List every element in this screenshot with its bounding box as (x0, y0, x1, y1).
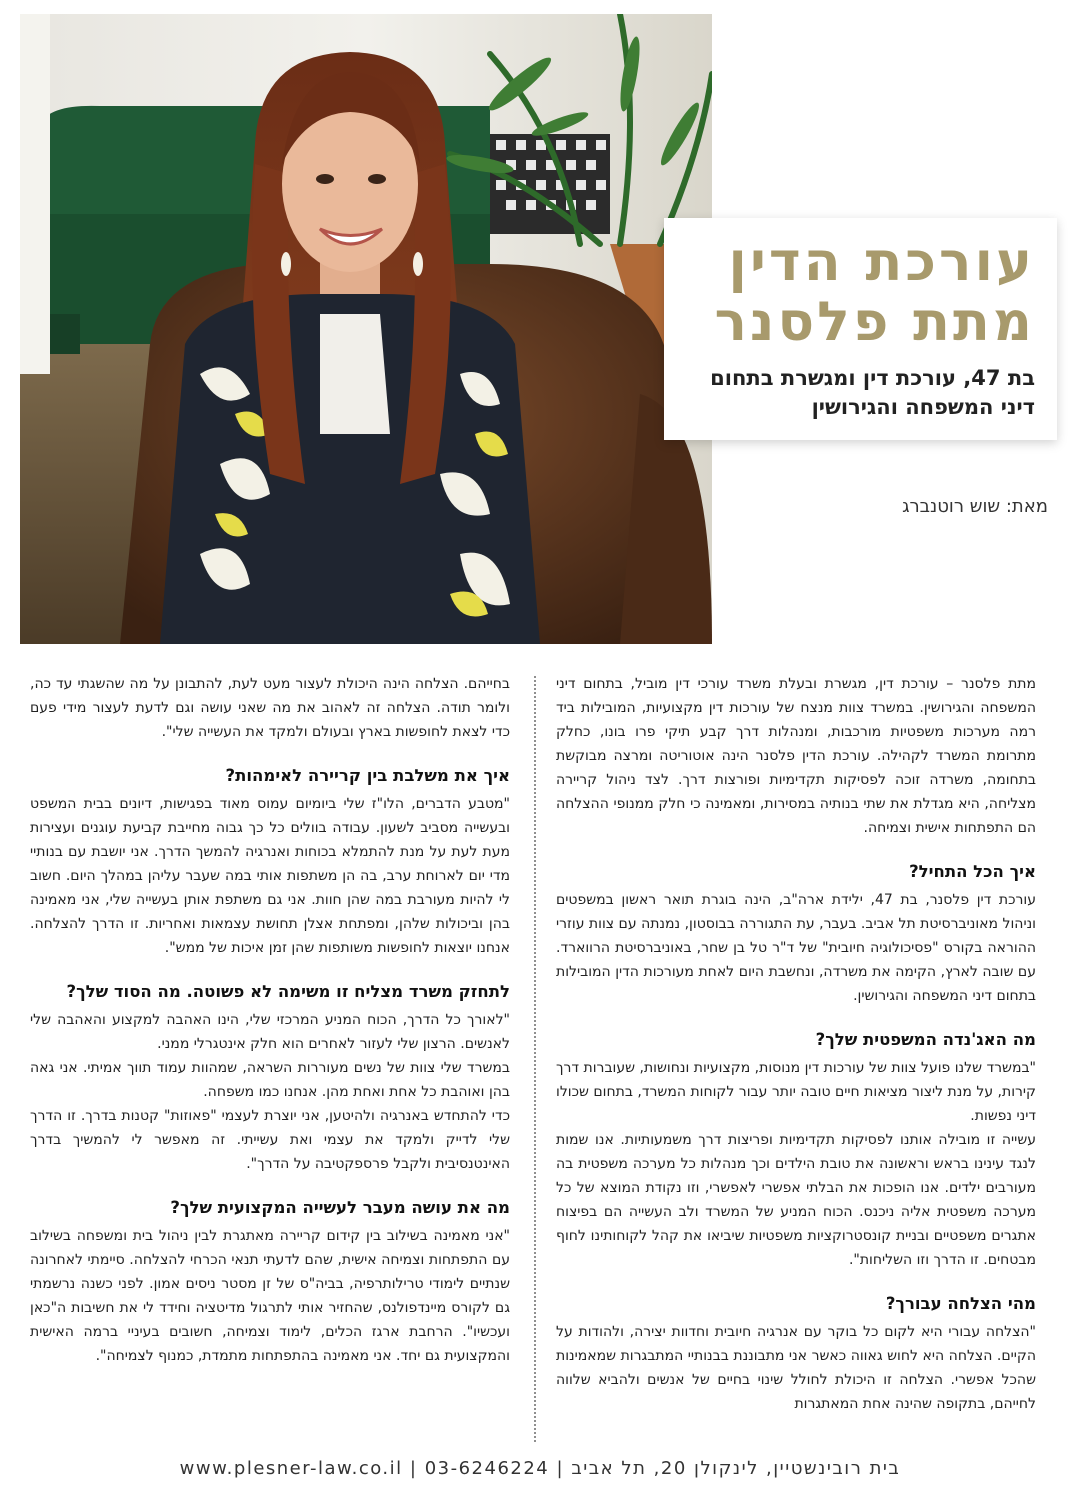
answer-paragraph: כדי להתחדש באנרגיה ולהיטען, אני יוצרת לעצמי "פאוזות" קטנות בדרך. זו הדרך שלי לדייק ולמקד את עצמי ואת עשייתי. זה מאפשר לי להמשיך בדרך האינטנסיבית ולקבל פרספקטיבה על הדרך". (30, 1108, 510, 1172)
footer-separator: | (556, 1458, 565, 1479)
answer-paragraph: עשייה זו מובילה אותנו לפסיקות תקדימיות ופריצות דרך משמעותיות. אנו שמות לנגד עינינו בראש וראשונה את טובת הילדים וכך מנהלות כל מערכה משפטית בה מעורבים ילדים. אנו הופכות את הבלתי אפשרי לאפשרי, וזו נקודת המוצא של כל מערכה משפטית אליה ניכנס. הכוח המניע של המשרד ולב העשייה הם בפיצוח אתגרים משפטיים ובניית קונסטרוקציות משפטיות שיביאו את קהל לקוחותינו לחוף מבטחים. זו הדרך וזו השליחות". (556, 1132, 1036, 1268)
answer-paragraph: "מטבע הדברים, הלו"ז שלי ביומיום עמוס מאוד בפגישות, דיונים בבית המשפט ובעשייה מסביב לשעון. עבודה בוולים כל כך גבוה מחייבת קביעת עוגנים ועצירות מעת לעת על מנת להתמלא בכוחות ואנרגיה להמשך הדרך. אני יושבת עם בנותיי מדי יום לארוחת ערב, בה הן משתפות אותי במה שעבר עליהן במהלך היום. חשוב לי להיות מעורבת במה שהן חוות. אני גם משתפת אותן בעשייה שלי, אני מאמינה בהן וביכולות שלהן, ומפתחת אצלן תחושת עצמאות ואחריות. זו הדרך להצלחה. אנחנו יוצאות לחופשות משותפות שהן זמן איכות של ממש". (30, 796, 510, 956)
footer-website[interactable]: www.plesner-law.co.il (179, 1458, 403, 1479)
title-line-2: מתת פלסנר (714, 290, 1035, 353)
answer-paragraph: עורכת דין פלסנר, בת 47, ילידת ארה"ב, הינה בוגרת תואר ראשון במשפטים וניהול מאוניברסיטת תל אביב. בעבר, עת התגוררה בבוסטון, נמנתה עם צוות עוזרי ההוראה בקורס "פסיכולוגיה חיובית" של ד"ר טל בן שחר, באוניברסיטת הרווארד. עם שובה לארץ, הקימה את משרדה, ונחשבת היום לאחת מעורכות הדין המובילות בתחום דיני המשפחה והגירושין. (556, 892, 1036, 1004)
subtitle-line-2: דיני המשפחה והגירושין (811, 395, 1035, 419)
intro-paragraph: מתת פלסנר – עורכת דין, מגשרת ובעלת משרד עורכי דין מוביל, בתחום דיני המשפחה והגירושין. במשרד צוות מנצח של עורכות דין מקצועיות, המובילות ביד רמה מערכות משפטיות מורכבות, ומנהלות דרך קבע תיקי פרו בונו, כחלק מתרומת המשרד לקהילה. עורכת הדין פלסנר הינה אוטוריטה ומרצה מבוקשת בתחומה, משרדה זוכה לפסיקות תקדימיות ופורצות דרך. לצד ניהול קריירה מצליחה, היא מגדלת את שתי בנותיה במסירות, ומאמינה כי חלק ממנופי ההצלחה הם התפתחות אישית וצמיחה. (556, 676, 1036, 836)
article-column-right (556, 672, 1036, 1416)
article-title (682, 232, 1035, 352)
article-column-left (30, 672, 510, 1368)
subtitle-line-1: בת 47, עורכת דין ומגשרת בתחום (710, 366, 1035, 390)
portrait-illustration (20, 14, 712, 644)
portrait-photo (20, 14, 712, 644)
question-heading: מה האג'נדה המשפטית שלך? (815, 1030, 1036, 1049)
question-heading: מה את עושה מעבר לעשייה המקצועית שלך? (170, 1198, 510, 1217)
answer-paragraph: במשרד שלי צוות של נשים מעוררות השראה, שמהוות עמוד תווך אמיתי. אני גאה בהן ואוהבת כל אחת ואחת מהן. אנחנו כמו משפחה. (30, 1060, 510, 1100)
answer-paragraph: "במשרד שלנו פועל צוות של עורכות דין מנוסות, מקצועיות ונחושות, שעוברות דרך קירות, על מנת ליצור מציאות חיים טובה יותר עבור לקוחות המשרד, בתחום שכולו דיני נפשות. (556, 1060, 1036, 1124)
answer-paragraph: בחייהם. הצלחה הינה היכולת לעצור מעט לעת, להתבונן על מה שהשגתי עד כה, ולומר תודה. הצלחה זה לאהוב את מה שאני עושה וגם לדעת לעצור מידי פעם כדי לצאת לחופשות בארץ ובעולם ולמקד את העשייה שלי". (30, 676, 510, 740)
question-heading: איך הכל התחיל? (909, 862, 1036, 881)
footer-contact (0, 1458, 1080, 1479)
answer-paragraph: "הצלחה עבורי היא לקום כל בוקר עם אנרגיה חיובית וחדוות יצירה, ולהודות על הקיים. הצלחה היא לחוש גאווה כאשר אני מתבוננת בבנותיי המתבגרות שמאמינות שהכל אפשרי. הצלחה זו היכולת לחולל שינוי בחיים של אנשים ולהביא שלווה לחייהם, בתקופה שהינה אחת המאתגרות (556, 1324, 1036, 1412)
question-heading: מהי הצלחה עבורך? (885, 1294, 1036, 1313)
author-byline: מאת: שוש רוטנברג (902, 496, 1048, 517)
question-heading: לתחזק משרד מצליח זו משימה לא פשוטה. מה הסוד שלך? (66, 982, 510, 1001)
title-box (664, 218, 1057, 440)
footer-address: בית רובינשטיין, לינקולן 20, תל אביב (571, 1458, 901, 1479)
footer-separator: | (409, 1458, 418, 1479)
title-line-1: עורכת הדין (728, 230, 1035, 293)
question-heading: איך את משלבת בין קריירה לאימהות? (225, 766, 510, 785)
answer-paragraph: "לאורך כל הדרך, הכוח המניע המרכזי שלי, הינו האהבה למקצוע והאהבה שלי לאנשים. הרצון שלי לעזור לאחרים הוא חלק אינטגרלי ממני. (30, 1012, 510, 1052)
article-subtitle (682, 364, 1035, 422)
answer-paragraph: "אני מאמינה בשילוב בין קידום קריירה מאתגרת לבין ניהול בית ומשפחה בשילוב עם התפתחות וצמיחה אישית, שהם לדעתי תנאי הכרחי להצלחה. סיימתי לאחרונה שנתיים לימודי טרילותרפיה, בביה"ס של זן מסטר ניסים אמון. לפני כשנה נרשמתי גם לקורס מיינדפולנס, שהחזיר אותי לתרגול מדיטציה וחידד לי את חשיבות ה"כאן ועכשיו". הרחבת ארגז הכלים, לימוד וצמיחה, חשובים בעיניי ברמה האישית והמקצועית גם יחד. אני מאמינה בהתפתחות מתמדת, כמנוף לצמיחה". (30, 1228, 510, 1364)
footer-phone[interactable]: 03-6246224 (424, 1458, 550, 1479)
column-divider (534, 676, 536, 1442)
